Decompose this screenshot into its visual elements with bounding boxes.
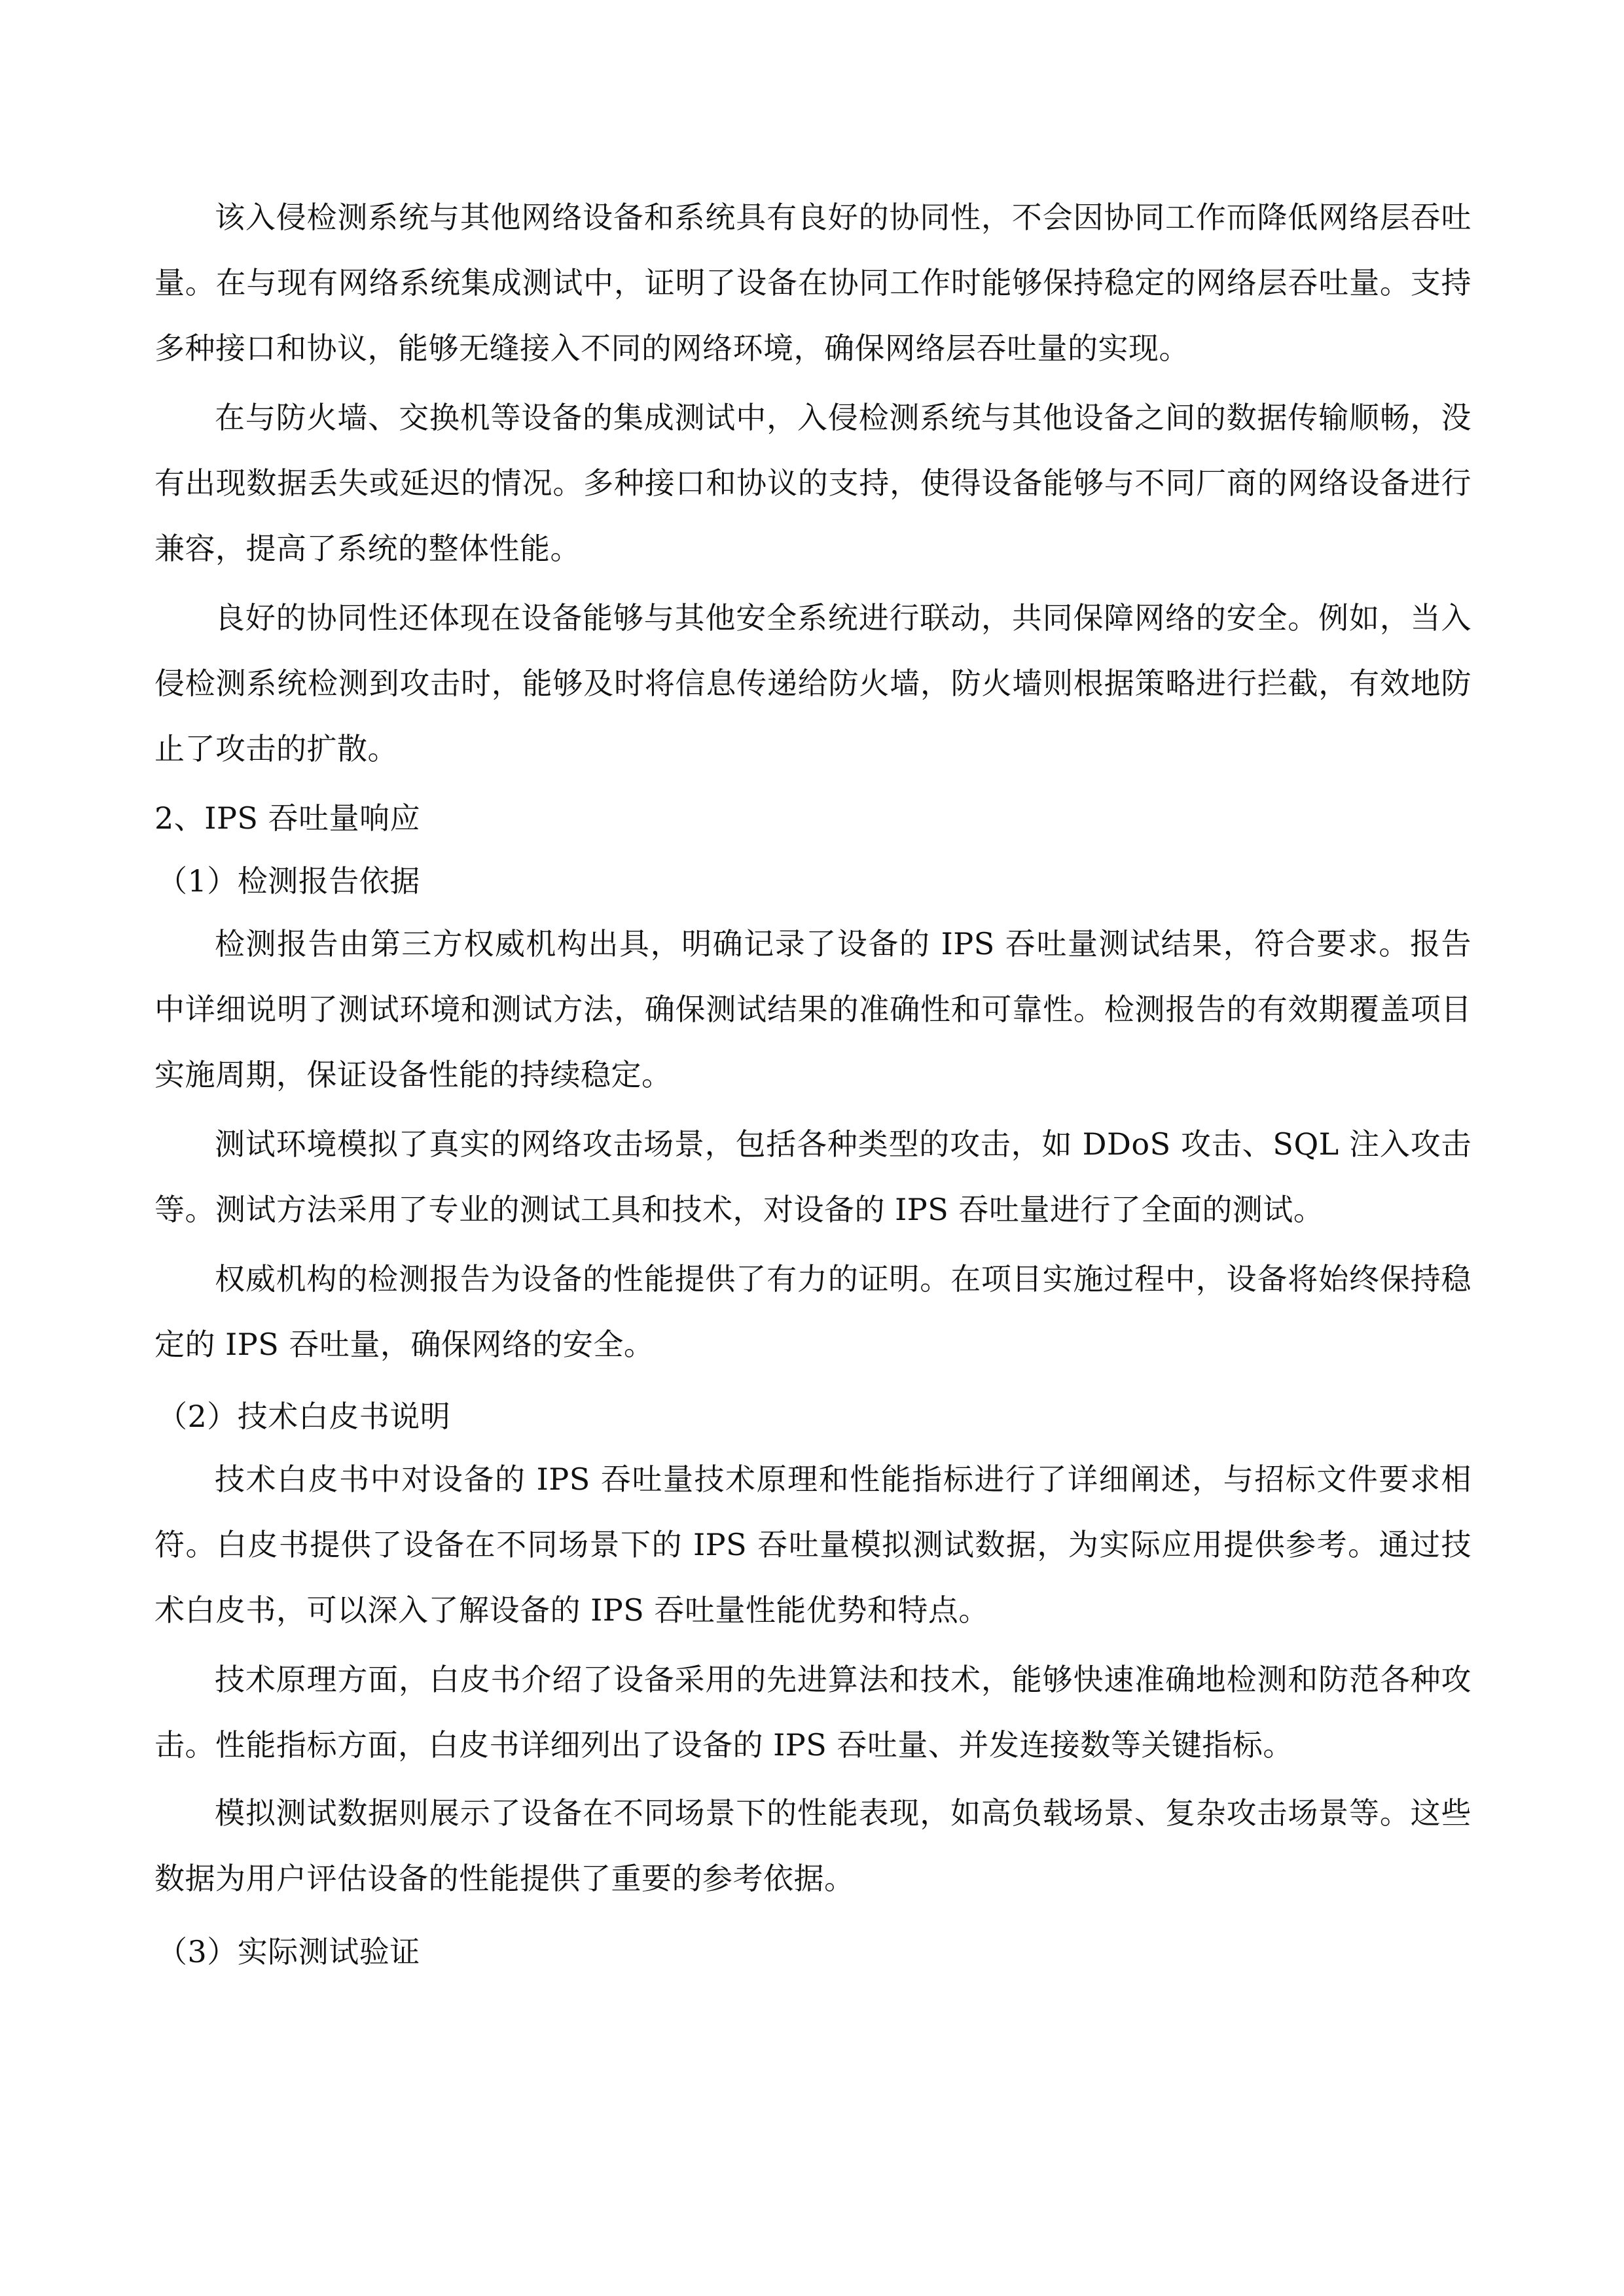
paragraph-whitepaper: 技术白皮书中对设备的 IPS 吞吐量技术原理和性能指标进行了详细阐述，与招标文件要求相符。白皮书提供了设备在不同场景下的 IPS 吞吐量模拟测试数据，为实际应用提供参考。通过技术白皮书，可以深入了解设备的 IPS 吞吐量性能优势和特点。 bbox=[154, 1462, 1471, 1628]
subheading-actual-test: （3）实际测试验证 bbox=[157, 1934, 420, 1969]
paragraph-linkage: 良好的协同性还体现在设备能够与其他安全系统进行联动，共同保障网络的安全。例如，当入侵检测系统检测到攻击时，能够及时将信息传递给防火墙，防火墙则根据策略进行拦截，有效地防止了攻击的扩散。 bbox=[154, 600, 1471, 766]
paragraph-integration-test: 在与防火墙、交换机等设备的集成测试中，入侵检测系统与其他设备之间的数据传输顺畅，没有出现数据丢失或延迟的情况。多种接口和协议的支持，使得设备能够与不同厂商的网络设备进行兼容，提高了系统的整体性能。 bbox=[154, 400, 1471, 566]
paragraph-authority-report: 权威机构的检测报告为设备的性能提供了有力的证明。在项目实施过程中，设备将始终保持稳定的 IPS 吞吐量，确保网络的安全。 bbox=[154, 1261, 1471, 1362]
section-heading-ips-throughput: 2、IPS 吞吐量响应 bbox=[154, 800, 421, 836]
subheading-whitepaper: （2）技术白皮书说明 bbox=[157, 1399, 451, 1434]
paragraph-simulation-data: 模拟测试数据则展示了设备在不同场景下的性能表现，如高负载场景、复杂攻击场景等。这些数据为用户评估设备的性能提供了重要的参考依据。 bbox=[154, 1795, 1471, 1896]
subheading-test-report: （1）检测报告依据 bbox=[157, 863, 420, 899]
paragraph-interop-throughput: 该入侵检测系统与其他网络设备和系统具有良好的协同性，不会因协同工作而降低网络层吞吐量。在与现有网络系统集成测试中，证明了设备在协同工作时能够保持稳定的网络层吞吐量。支持多种接口和协议，能够无缝接入不同的网络环境，确保网络层吞吐量的实现。 bbox=[154, 200, 1471, 366]
paragraph-technical-principle: 技术原理方面，白皮书介绍了设备采用的先进算法和技术，能够快速准确地检测和防范各种攻击。性能指标方面，白皮书详细列出了设备的 IPS 吞吐量、并发连接数等关键指标。 bbox=[154, 1662, 1471, 1763]
paragraph-test-report: 检测报告由第三方权威机构出具，明确记录了设备的 IPS 吞吐量测试结果，符合要求。报告中详细说明了测试环境和测试方法，确保测试结果的准确性和可靠性。检测报告的有效期覆盖项目实施周期，保证设备性能的持续稳定。 bbox=[154, 926, 1471, 1092]
paragraph-test-environment: 测试环境模拟了真实的网络攻击场景，包括各种类型的攻击，如 DDoS 攻击、SQL 注入攻击等。测试方法采用了专业的测试工具和技术，对设备的 IPS 吞吐量进行了全面的测试。 bbox=[154, 1126, 1471, 1227]
